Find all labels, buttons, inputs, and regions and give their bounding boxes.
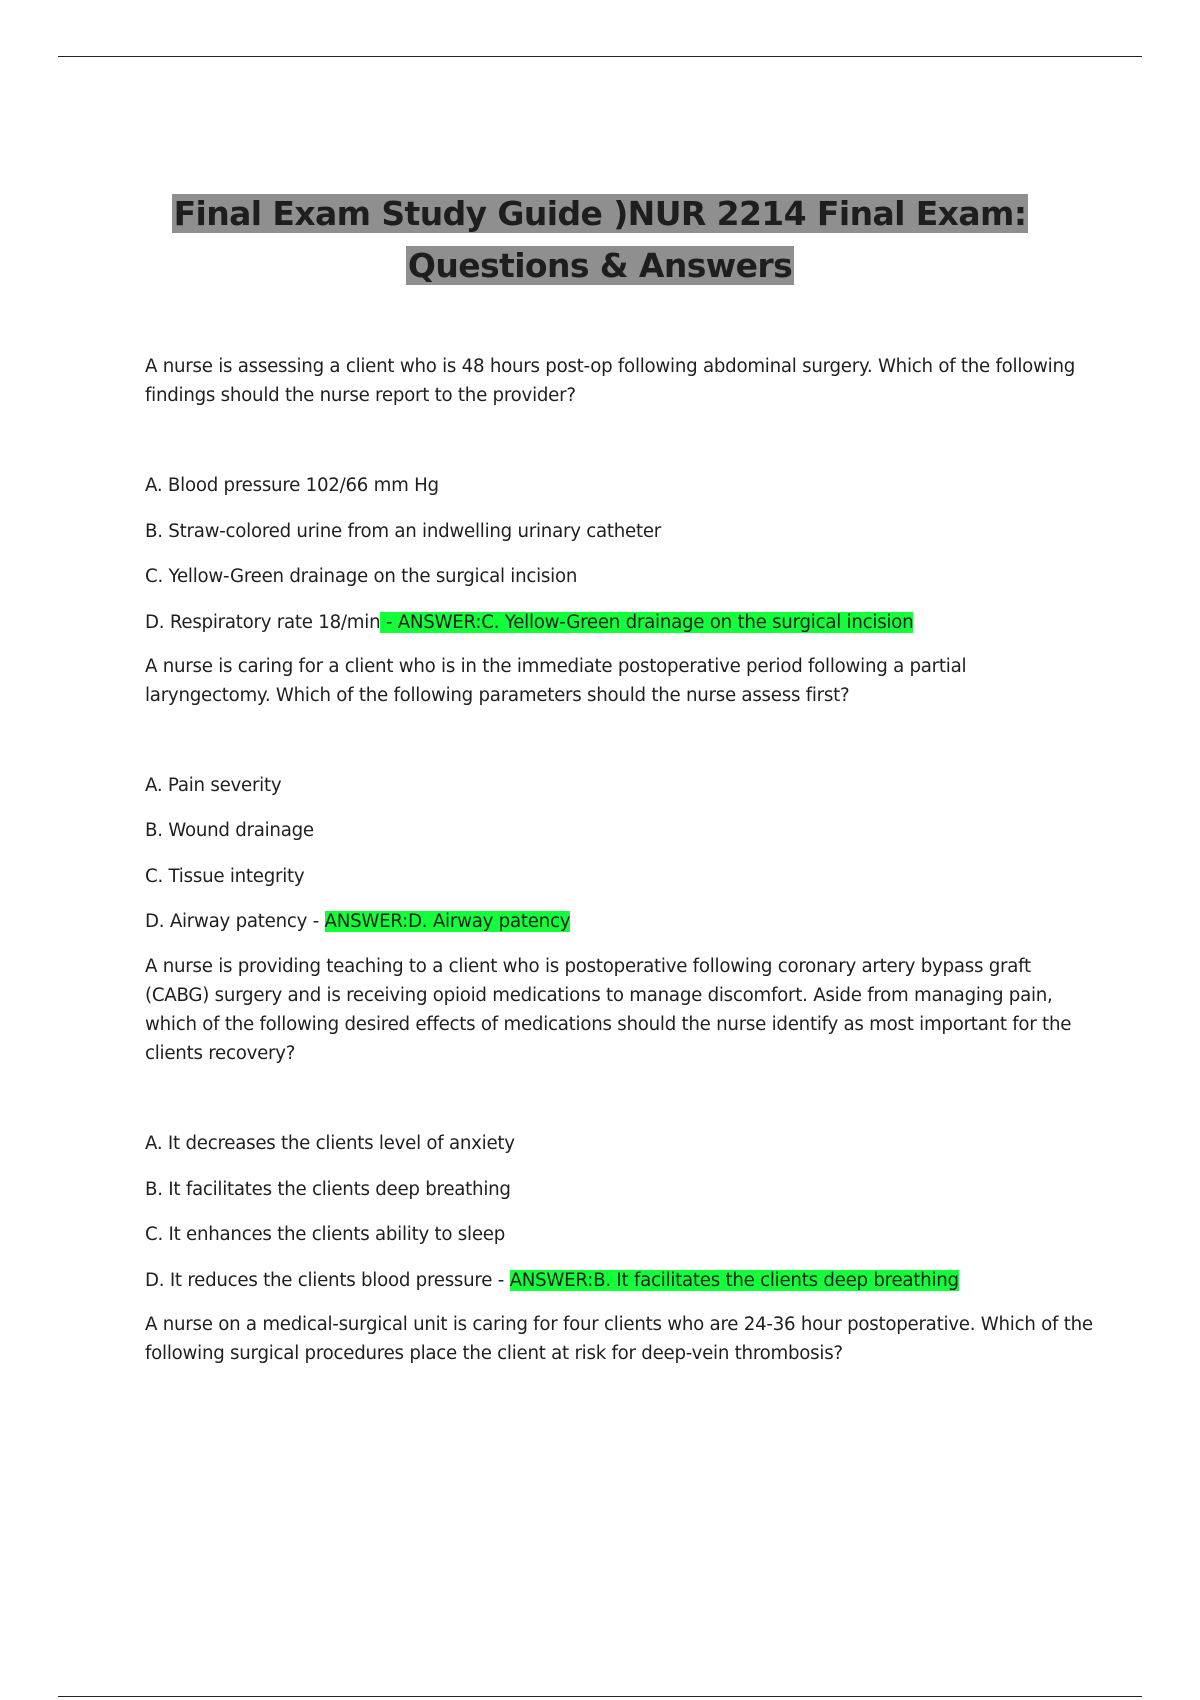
question-3-option-a: A. It decreases the clients level of anxiety bbox=[145, 1133, 515, 1154]
question-2-answer: ANSWER:D. Airway patency bbox=[324, 911, 571, 932]
question-1-option-b: B. Straw-colored urine from an indwelling urinary catheter bbox=[145, 521, 662, 542]
question-list bbox=[145, 352, 1095, 1368]
question-3-answer: ANSWER:B. It facilitates the clients deep breathing bbox=[509, 1270, 959, 1291]
question-1-option-d bbox=[145, 608, 1095, 637]
question-4-stem: A nurse on a medical-surgical unit is caring for four clients who are 24-36 hour postoperative. Which of the following surgical procedures place the client at risk for deep-vein thrombosis? bbox=[145, 1314, 1093, 1364]
question-1-stem: A nurse is assessing a client who is 48 hours post-op following abdominal surgery. Which of the following findings should the nurse report to the provider? bbox=[145, 356, 1076, 406]
question-2-option-d-text: D. Airway patency - bbox=[145, 911, 325, 932]
question-1-answer: - ANSWER:C. Yellow-Green drainage on the surgical incision bbox=[380, 612, 914, 633]
question-1-option-a: A. Blood pressure 102/66 mm Hg bbox=[145, 475, 439, 496]
question-2-option-d bbox=[145, 907, 1095, 936]
question-3-option-b: B. It facilitates the clients deep breathing bbox=[145, 1179, 511, 1200]
question-1-option-d-text: D. Respiratory rate 18/min bbox=[145, 612, 381, 633]
page-title bbox=[0, 188, 1200, 292]
question-3-option-d bbox=[145, 1266, 1095, 1295]
question-3-option-c: C. It enhances the clients ability to sleep bbox=[145, 1224, 506, 1245]
question-1-option-c: C. Yellow-Green drainage on the surgical incision bbox=[145, 566, 578, 587]
question-2-option-c: C. Tissue integrity bbox=[145, 866, 305, 887]
header-rule bbox=[58, 56, 1142, 57]
question-2-option-b: B. Wound drainage bbox=[145, 820, 314, 841]
footer-rule bbox=[58, 1696, 1142, 1697]
question-2-stem: A nurse is caring for a client who is in the immediate postoperative period following a partial laryngectomy. Which of the following parameters should the nurse assess first? bbox=[145, 656, 967, 706]
question-3-option-d-text: D. It reduces the clients blood pressure - bbox=[145, 1270, 510, 1291]
title-line-2: Questions & Answers bbox=[407, 246, 793, 285]
question-3-stem: A nurse is providing teaching to a client who is postoperative following coronary artery bypass graft (CABG) surgery and is receiving opioid medications to manage discomfort. Aside from managing pain, which of the following desired effects of medications should the nurse identify as most important for the clients recovery? bbox=[145, 956, 1072, 1064]
title-line-1: Final Exam Study Guide )NUR 2214 Final Exam: bbox=[173, 194, 1027, 233]
question-2-option-a: A. Pain severity bbox=[145, 775, 282, 796]
